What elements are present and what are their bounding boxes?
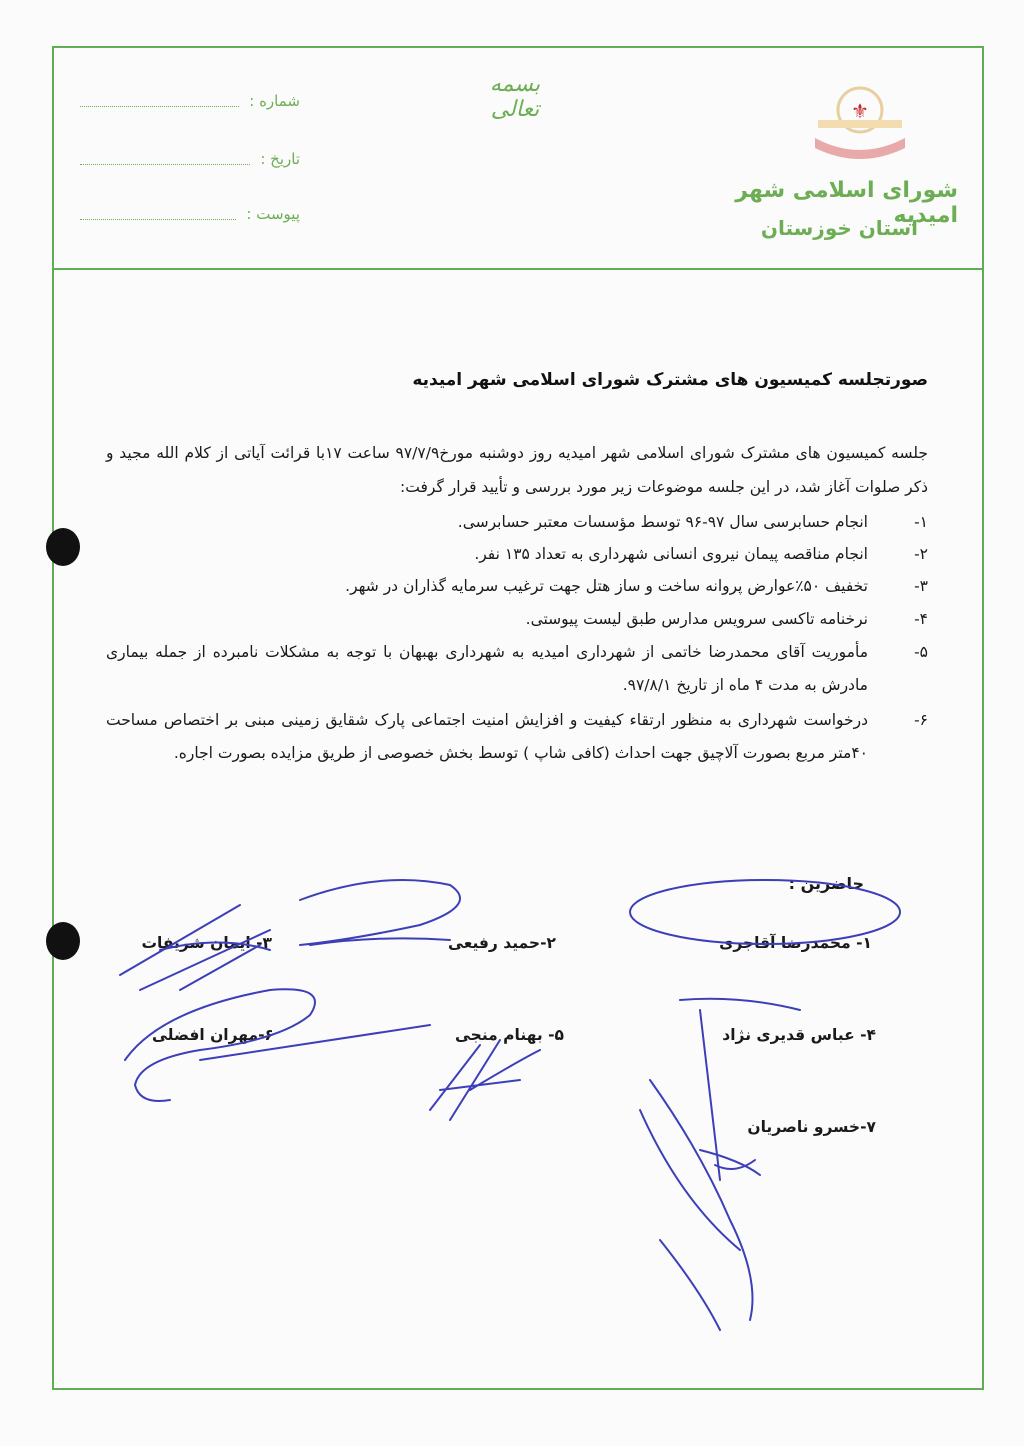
- agenda-item: [106, 636, 928, 702]
- item-text: تخفیف ۵۰٪عوارض پروانه ساخت و ساز هتل جهت ترغیب سرمایه گذاران در شهر.: [345, 577, 868, 595]
- agenda-item: [106, 704, 928, 770]
- punch-hole-bottom: [46, 922, 80, 960]
- council-name: شورای اسلامی شهر امیدیه: [735, 178, 958, 228]
- attendees-label: حاضرین :: [788, 874, 864, 893]
- document-title: صورتجلسه کمیسیون های مشترک شورای اسلامی شهر امیدیه: [412, 370, 928, 390]
- item-text: نرخنامه تاکسی سرویس مدارس طبق لیست پیوستی.: [525, 610, 868, 628]
- item-number: ۱-: [914, 513, 928, 531]
- attendee-6: ۶-مهران افضلی: [151, 1026, 274, 1044]
- ref-number-label: شماره :: [249, 92, 300, 110]
- item-text: انجام مناقصه پیمان نیروی انسانی شهرداری به تعداد ۱۳۵ نفر.: [474, 545, 868, 563]
- item-number: ۶-: [914, 711, 928, 729]
- ref-date-field: [80, 150, 300, 168]
- svg-text:⚜: ⚜: [851, 99, 869, 123]
- attendee-3: ۳- ایمان شریفات: [141, 934, 272, 952]
- ref-attachment-label: پیوست :: [246, 205, 300, 223]
- attendee-2: ۲-حمید رفیعی: [448, 934, 556, 952]
- punch-hole-top: [46, 528, 80, 566]
- item-number: ۲-: [914, 545, 928, 563]
- province-name: استان خوزستان: [760, 216, 918, 240]
- item-text: درخواست شهرداری به منظور ارتقاء کیفیت و افزایش امنیت اجتماعی پارک شقایق زمینی مبنی بر اختصاص مساحت ۴۰متر مربع بصورت آلاچیق جهت احداث (کافی شاپ ) توسط بخش خصوصی از طریق مزایده بصورت اجاره.: [106, 711, 868, 762]
- item-number: ۳-: [914, 577, 928, 595]
- agenda-item: [106, 603, 928, 636]
- header-divider: [52, 268, 984, 270]
- attendee-5: ۵- بهنام منجی: [454, 1026, 564, 1044]
- item-text: انجام حسابرسی سال ۹۷-۹۶ توسط مؤسسات معتبر حسابرسی.: [457, 513, 868, 531]
- attendee-1: ۱- محمدرضا آقاجری: [719, 934, 872, 952]
- item-text: مأموریت آقای محمدرضا خاتمی از شهرداری امیدیه به شهرداری بهبهان با توجه به مشکلات نامبرده از جمله بیماری مادرش به مدت ۴ ماه از تاریخ ۹۷/۸/۱.: [106, 643, 868, 694]
- item-number: ۵-: [914, 643, 928, 661]
- attendee-4: ۴- عباس قدیری نژاد: [722, 1026, 876, 1044]
- attendee-7: ۷-خسرو ناصریان: [747, 1118, 876, 1136]
- bismillah: بسمه تعالی: [489, 72, 541, 122]
- item-number: ۴-: [914, 610, 928, 628]
- ref-date-label: تاریخ :: [260, 150, 300, 168]
- emblem-icon: [800, 80, 920, 160]
- agenda-item: [106, 506, 928, 539]
- intro-paragraph: جلسه کمیسیون های مشترک شورای اسلامی شهر امیدیه روز دوشنبه مورخ۹۷/۷/۹ ساعت ۱۷با قرائت آیاتی از کلام الله مجید و ذکر صلوات آغاز شد، در این جلسه موضوعات زیر مورد بررسی و تأیید قرار گرفت:: [106, 444, 928, 496]
- ref-number-field: [80, 92, 300, 110]
- ref-attachment-field: [80, 205, 300, 223]
- agenda-item: [106, 538, 928, 571]
- agenda-item: [106, 570, 928, 603]
